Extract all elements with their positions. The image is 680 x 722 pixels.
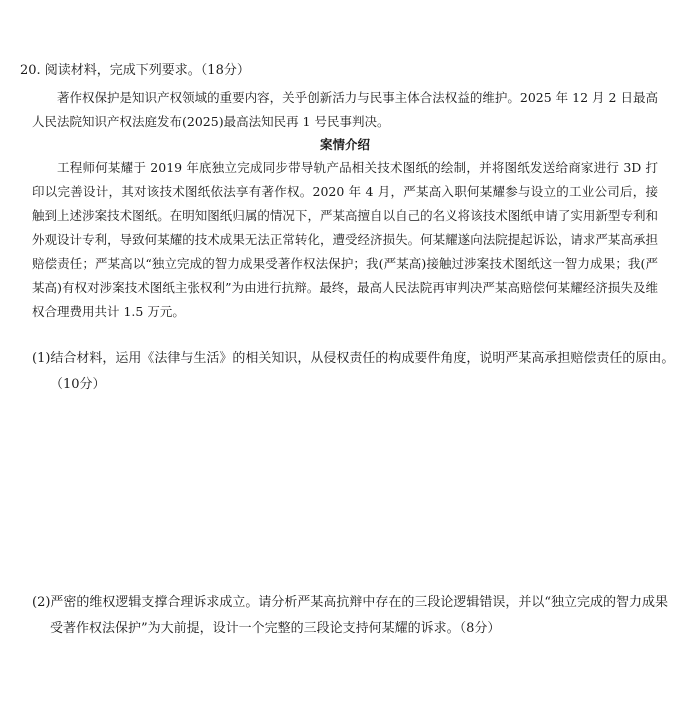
sub-question-1: (1)结合材料，运用《法律与生活》的相关知识，从侵权责任的构成要件角度，说明严某高承担赔偿责任的原由。（10分） xyxy=(32,351,675,392)
reading-material xyxy=(32,86,658,324)
case-body: 工程师何某耀于 2019 年底独立完成同步带导轨产品相关技术图纸的绘制，并将图纸发送给商家进行 3D 打印以完善设计，其对该技术图纸依法享有著作权。2020 年 4 月，严某高入职何某耀参与设立的工业公司后，接触到上述涉案技术图纸。在明知图纸归属的情况下，严某高擅自以自己的名义将该技术图纸申请了实用新型专利和外观设计专利，导致何某耀的技术成果无法正常转化，遭受经济损失。何某耀遂向法院提起诉讼，请求严某高承担赔偿责任；严某高以“独立完成的智力成果受著作权法保护；我(严某高)接触过涉案技术图纸这一智力成果；我(严某高)有权对涉案技术图纸主张权利”为由进行抗辩。最终，最高人民法院再审判决严某高赔偿何某耀经济损失及维权合理费用共计 1.5 万元。 xyxy=(32,160,658,319)
question-title: 20. 阅读材料，完成下列要求。（18分） xyxy=(20,63,250,78)
sub-question-2: (2)严密的维权逻辑支撑合理诉求成立。请分析严某高抗辩中存在的三段论逻辑错误，并以“独立完成的智力成果受著作权法保护”为大前提，设计一个完整的三段论支持何某耀的诉求。（8分） xyxy=(32,595,669,636)
material-intro: 著作权保护是知识产权领域的重要内容，关乎创新活力与民事主体合法权益的维护。2025 年 12 月 2 日最高人民法院知识产权法庭发布(2025)最高法知民再 1 号民事判决。 xyxy=(32,90,658,129)
case-title: 案情介绍 xyxy=(319,137,370,152)
